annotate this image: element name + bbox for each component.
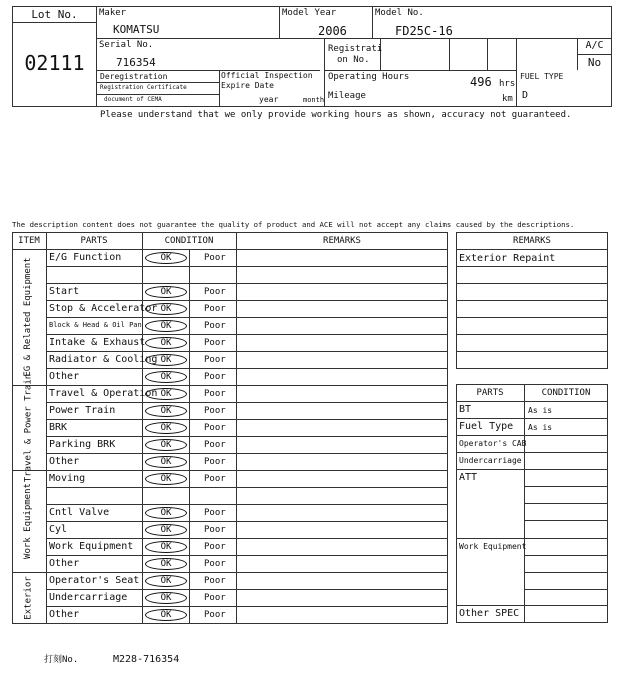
- other-spec-label: Other SPEC: [459, 608, 520, 619]
- lot-label: Lot No.: [31, 8, 78, 21]
- part-label: Block & Head & Oil Pan: [49, 321, 142, 329]
- fuel-type-value: D: [522, 90, 529, 101]
- poor-option[interactable]: Poor: [204, 304, 226, 314]
- parts-header: PARTS: [476, 388, 504, 398]
- part-label: Cyl: [49, 524, 68, 535]
- serial-value: 716354: [116, 56, 156, 69]
- poor-option[interactable]: Poor: [204, 321, 226, 331]
- fuel-label: Fuel Type: [459, 421, 514, 432]
- condition-header: CONDITION: [541, 388, 591, 398]
- poor-option[interactable]: Poor: [204, 559, 226, 569]
- part-label: Undercarriage: [49, 592, 128, 603]
- ok-option[interactable]: OK: [145, 609, 187, 621]
- part-label: Work Equipment: [49, 541, 134, 552]
- poor-option[interactable]: Poor: [204, 542, 226, 552]
- ac-label: A/C: [585, 40, 604, 51]
- model-year-value: 2006: [318, 24, 347, 38]
- poor-option[interactable]: Poor: [204, 372, 226, 382]
- ok-option[interactable]: OK: [145, 524, 187, 536]
- bt-label: BT: [459, 404, 472, 415]
- poor-option[interactable]: Poor: [204, 287, 226, 297]
- remark-line: Exterior Repaint: [459, 253, 556, 264]
- poor-option[interactable]: Poor: [204, 474, 226, 484]
- header-item: ITEM: [18, 236, 40, 246]
- part-label: Cntl Valve: [49, 507, 110, 518]
- part-label: Other: [49, 558, 80, 569]
- operating-hours-label: Operating Hours: [328, 72, 410, 82]
- model-year-label: Model Year: [282, 8, 337, 18]
- ok-option[interactable]: OK: [145, 286, 187, 298]
- header-remarks: REMARKS: [323, 236, 361, 246]
- fuel-value: As is: [528, 423, 553, 432]
- part-label: Start: [49, 286, 80, 297]
- part-label: Intake & Exhaust: [49, 337, 146, 348]
- bt-value: As is: [528, 406, 553, 415]
- part-label: Travel & Operation: [49, 388, 158, 399]
- registration-label-1: Registrati: [328, 44, 383, 54]
- ok-option[interactable]: OK: [145, 337, 187, 349]
- ok-option[interactable]: OK: [145, 320, 187, 332]
- operator-cab-label: Operator's CAB: [459, 439, 527, 448]
- group-label: Exterior: [23, 575, 34, 620]
- serial-label: Serial No.: [99, 40, 154, 50]
- hrs-label: hrs: [499, 79, 516, 89]
- disclaimer: The description content does not guarantee the quality of product and ACE will not accept any claims caused by the descriptions.: [12, 220, 575, 229]
- part-label: Other: [49, 456, 80, 467]
- model-no-label: Model No.: [375, 8, 424, 18]
- part-label: Stop & Accelerator: [49, 303, 158, 314]
- ok-option[interactable]: OK: [145, 303, 187, 315]
- poor-option[interactable]: Poor: [204, 525, 226, 535]
- poor-option[interactable]: Poor: [204, 253, 226, 263]
- poor-option[interactable]: Poor: [204, 593, 226, 603]
- poor-option[interactable]: Poor: [204, 338, 226, 348]
- maker-label: Maker: [99, 8, 127, 18]
- lot-number: 02111: [24, 51, 85, 75]
- ok-option[interactable]: OK: [145, 422, 187, 434]
- poor-option[interactable]: Poor: [204, 406, 226, 416]
- part-label: Other: [49, 609, 80, 620]
- part-label: Moving: [49, 473, 86, 484]
- operating-hours-value: 496: [470, 75, 492, 89]
- part-label: Parking BRK: [49, 439, 116, 450]
- group-label: Work Equipment: [23, 483, 34, 559]
- ac-value: No: [587, 56, 602, 69]
- ok-option[interactable]: OK: [145, 405, 187, 417]
- group-label: EG & Related Equipment: [23, 257, 34, 377]
- registration-label-2: on No.: [337, 55, 370, 65]
- part-label: Power Train: [49, 405, 116, 416]
- ok-option[interactable]: OK: [145, 388, 187, 400]
- stamp-number: M228-716354: [113, 654, 180, 665]
- part-label: BRK: [49, 422, 68, 433]
- poor-option[interactable]: Poor: [204, 576, 226, 586]
- ok-option[interactable]: OK: [145, 252, 187, 264]
- maker-value: KOMATSU: [113, 23, 160, 36]
- ok-option[interactable]: OK: [145, 558, 187, 570]
- ok-option[interactable]: OK: [145, 354, 187, 366]
- remarks-header: REMARKS: [513, 236, 551, 246]
- poor-option[interactable]: Poor: [204, 355, 226, 365]
- part-label: Radiator & Cooling: [49, 354, 158, 365]
- mileage-label: Mileage: [328, 91, 366, 101]
- ok-option[interactable]: OK: [145, 541, 187, 553]
- undercarriage-label: Undercarriage: [459, 456, 522, 465]
- poor-option[interactable]: Poor: [204, 457, 226, 467]
- ok-option[interactable]: OK: [145, 473, 187, 485]
- year-label: year: [259, 95, 279, 104]
- att-label: ATT: [459, 472, 478, 483]
- inspection-label-2: Expire Date: [221, 81, 274, 90]
- inspection-label-1: Official Inspection: [221, 71, 313, 80]
- ok-option[interactable]: OK: [145, 456, 187, 468]
- ok-option[interactable]: OK: [145, 371, 187, 383]
- model-no-value: FD25C-16: [395, 24, 453, 38]
- group-label: Travel & Power Train: [23, 373, 34, 482]
- cema-doc-label: document of CEMA: [104, 96, 162, 103]
- work-equipment-label: Work Equipment: [459, 542, 527, 551]
- poor-option[interactable]: Poor: [204, 440, 226, 450]
- poor-option[interactable]: Poor: [204, 389, 226, 399]
- deregistration-label: Deregistration: [100, 72, 168, 81]
- ok-option[interactable]: OK: [145, 575, 187, 587]
- ok-option[interactable]: OK: [145, 439, 187, 451]
- ok-option[interactable]: OK: [145, 592, 187, 604]
- poor-option[interactable]: Poor: [204, 423, 226, 433]
- poor-option[interactable]: Poor: [204, 610, 226, 620]
- part-label: Other: [49, 371, 80, 382]
- registration-cert-label: Registration Certificate: [100, 84, 187, 91]
- stamp-label: 打刻No.: [44, 655, 79, 665]
- fuel-type-label: FUEL TYPE: [520, 72, 564, 81]
- header-parts: PARTS: [80, 236, 108, 246]
- part-label: Operator's Seat: [49, 575, 140, 586]
- km-label: km: [502, 94, 513, 104]
- poor-option[interactable]: Poor: [204, 508, 226, 518]
- ok-option[interactable]: OK: [145, 507, 187, 519]
- month-label: month: [303, 96, 325, 104]
- part-label: E/G Function: [49, 252, 122, 263]
- header-condition: CONDITION: [164, 236, 214, 246]
- hours-note: Please understand that we only provide working hours as shown, accuracy not guaranteed.: [100, 110, 572, 120]
